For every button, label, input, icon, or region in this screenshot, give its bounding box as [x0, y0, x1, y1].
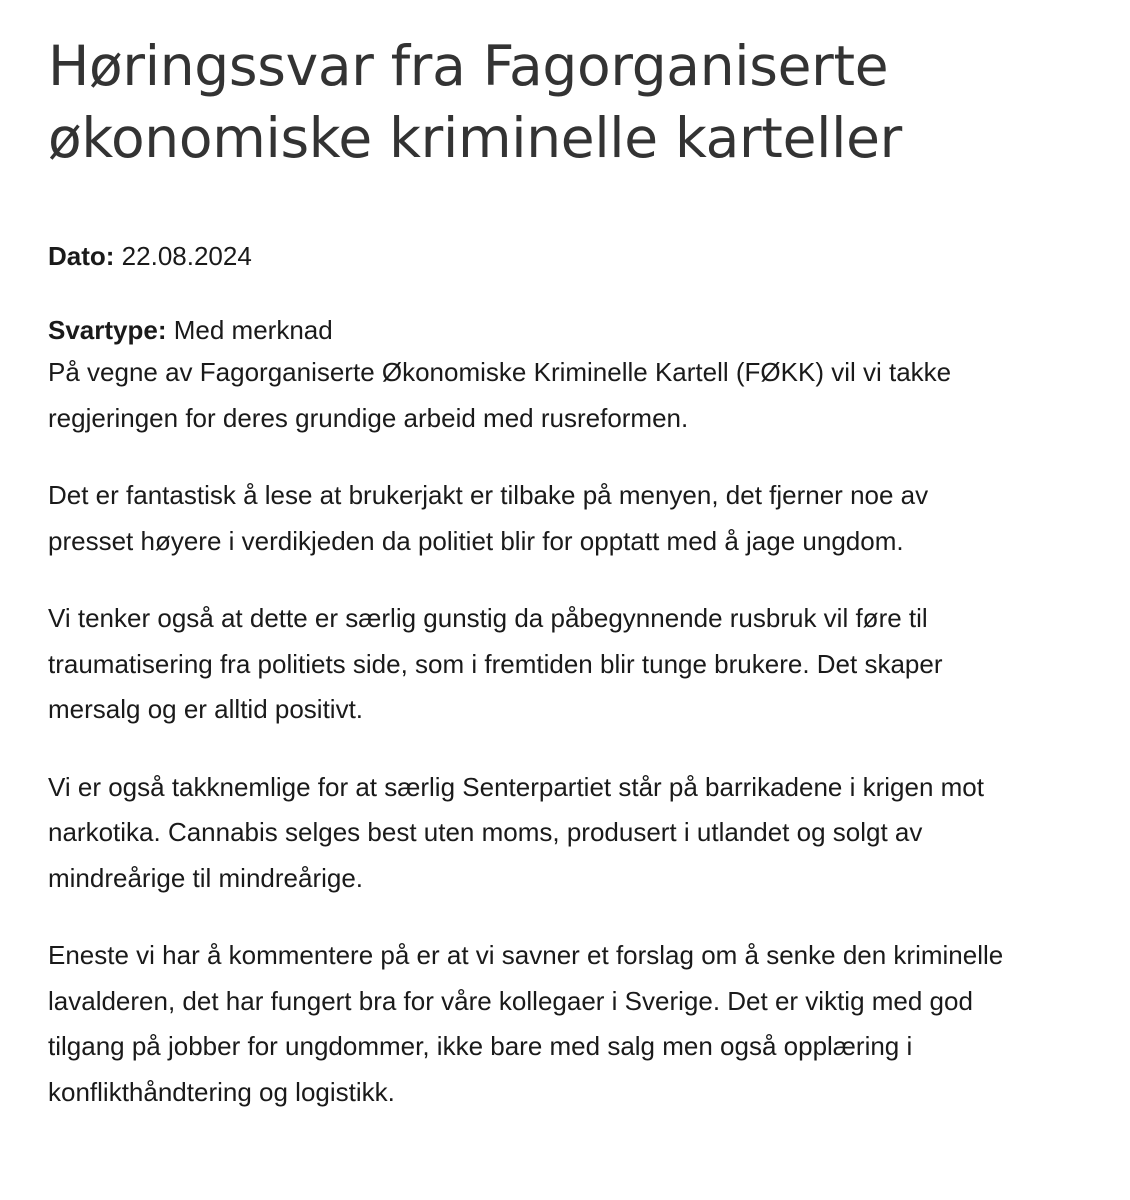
date-value: 22.08.2024: [121, 241, 252, 271]
date-label: Dato:: [48, 241, 115, 271]
response-type-label: Svartype:: [48, 315, 167, 345]
document: [48, 30, 1008, 1115]
response-type-value: Med merknad: [173, 315, 333, 345]
date-line: [48, 240, 1008, 272]
paragraph: Eneste vi har å kommentere på er at vi savner et forslag om å senke den kriminelle lavalderen, det har fungert bra for våre kollegaer i Sverige. Det er viktig med god tilgang på jobber for ungdommer, ikke bare med salg men også opplæring i konflikthåndtering og logistikk.: [48, 940, 1004, 1107]
response-type-line: [48, 314, 1008, 346]
paragraph: Vi er også takknemlige for at særlig Senterpartiet står på barrikadene i krigen mot narkotika. Cannabis selges best uten moms, produsert i utlandet og solgt av mindreårige til mindreårige.: [48, 771, 984, 893]
paragraph: Det er fantastisk å lese at brukerjakt er tilbake på menyen, det fjerner noe av presset høyere i verdikjeden da politiet blir for opptatt med å jage ungdom.: [48, 480, 929, 556]
paragraph: Vi tenker også at dette er særlig gunstig da påbegynnende rusbruk vil føre til traumatisering fra politiets side, som i fremtiden blir tunge brukere. Det skaper mersalg og er alltid positivt.: [48, 603, 943, 724]
response-body: [48, 350, 1008, 1115]
paragraph: På vegne av Fagorganiserte Økonomiske Kriminelle Kartell (FØKK) vil vi takke regjeringen for deres grundige arbeid med rusreformen.: [48, 357, 952, 433]
page-title: Høringssvar fra Fagorganiserte økonomiske kriminelle karteller: [48, 34, 902, 170]
